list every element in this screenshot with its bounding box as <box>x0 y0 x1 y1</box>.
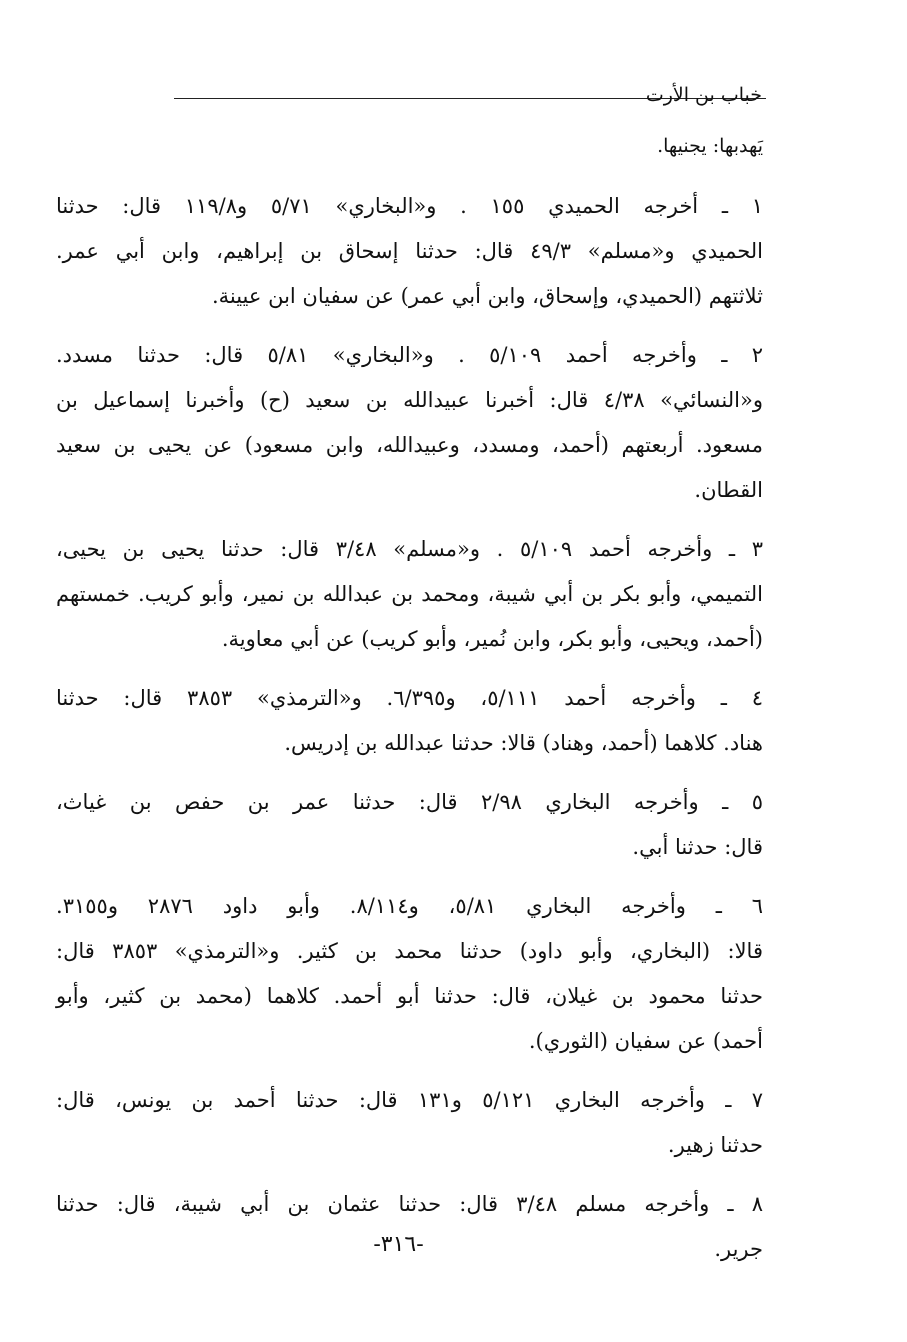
footnote-line: حدثنا زهير. <box>667 1133 763 1157</box>
footnote-line: (أحمد، ويحيى، وأبو بكر، وابن نُمير، وأبو كريب) عن أبي معاوية. <box>221 627 763 651</box>
footnote-line: التميمي، وأبو بكر بن أبي شيبة، ومحمد بن عبدالله بن نمير، وأبو كريب. خمستهم <box>56 582 763 606</box>
footnote-3 <box>56 527 763 662</box>
footnote-line: جرير. <box>714 1237 763 1261</box>
footnote-line: حدثنا محمود بن غيلان، قال: حدثنا أبو أحمد. كلاهما (محمد بن كثير، وأبو <box>56 984 763 1008</box>
footnote-line: ٤ ـ وأخرجه أحمد ٥/١١١، و٦/٣٩٥. و«الترمذي» ٣٨٥٣ قال: حدثنا <box>56 686 763 710</box>
running-header <box>64 82 762 112</box>
footnote-line: ٧ ـ وأخرجه البخاري ٥/١٢١ و١٣١ قال: حدثنا أحمد بن يونس، قال: <box>56 1088 763 1112</box>
footnote-line: ٨ ـ وأخرجه مسلم ٣/٤٨ قال: حدثنا عثمان بن أبي شيبة، قال: حدثنا <box>56 1192 763 1216</box>
footnote-line: ثلاثتهم (الحميدي، وإسحاق، وابن أبي عمر) عن سفيان ابن عيينة. <box>211 284 763 308</box>
footnote-line: ١ ـ أخرجه الحميدي ١٥٥ . و«البخاري» ٥/٧١ و١١٩/٨ قال: حدثنا <box>56 194 763 218</box>
footnote-6 <box>56 884 763 1064</box>
footnote-7 <box>56 1078 763 1168</box>
page-number: -٣١٦- <box>373 1232 424 1257</box>
footnote-4 <box>56 676 763 766</box>
gloss-line: يَهدبها: يجنيها. <box>657 135 763 157</box>
footnote-line: القطان. <box>694 478 763 502</box>
footnote-5 <box>56 780 763 870</box>
footnote-8 <box>56 1182 763 1272</box>
running-header-title: خباب بن الأرت <box>645 84 762 106</box>
footnote-1 <box>56 184 763 319</box>
footnote-line: قال: حدثنا أبي. <box>632 835 763 859</box>
footnote-line: ٦ ـ وأخرجه البخاري ٥/٨١، و٨/١١٤. وأبو داود ٢٨٧٦ و٣١٥٥. <box>56 894 763 918</box>
footnote-line: و«النسائي» ٤/٣٨ قال: أخبرنا عبيدالله بن سعيد (ح) وأخبرنا إسماعيل بن <box>56 388 763 412</box>
footnote-line: ٢ ـ وأخرجه أحمد ٥/١٠٩ . و«البخاري» ٥/٨١ قال: حدثنا مسدد. <box>56 343 764 367</box>
footnote-line: مسعود. أربعتهم (أحمد، ومسدد، وعبيدالله، وابن مسعود) عن يحيى بن سعيد <box>56 433 763 457</box>
footnote-line: الحميدي و«مسلم» ٤٩/٣ قال: حدثنا إسحاق بن إبراهيم، وابن أبي عمر. <box>56 239 763 263</box>
footnote-2 <box>56 333 763 513</box>
footnote-line: قالا: (البخاري، وأبو داود) حدثنا محمد بن كثير. و«الترمذي» ٣٨٥٣ قال: <box>56 939 763 963</box>
footnote-line: ٥ ـ وأخرجه البخاري ٢/٩٨ قال: حدثنا عمر بن حفص بن غياث، <box>56 790 763 814</box>
footnote-line: هناد. كلاهما (أحمد، وهناد) قالا: حدثنا عبدالله بن إدريس. <box>284 731 763 755</box>
footnote-line: أحمد) عن سفيان (الثوري). <box>528 1029 763 1053</box>
footnotes-body <box>56 126 763 1286</box>
footnote-line: ٣ ـ وأخرجه أحمد ٥/١٠٩ . و«مسلم» ٣/٤٨ قال: حدثنا يحيى بن يحيى، <box>56 537 763 561</box>
